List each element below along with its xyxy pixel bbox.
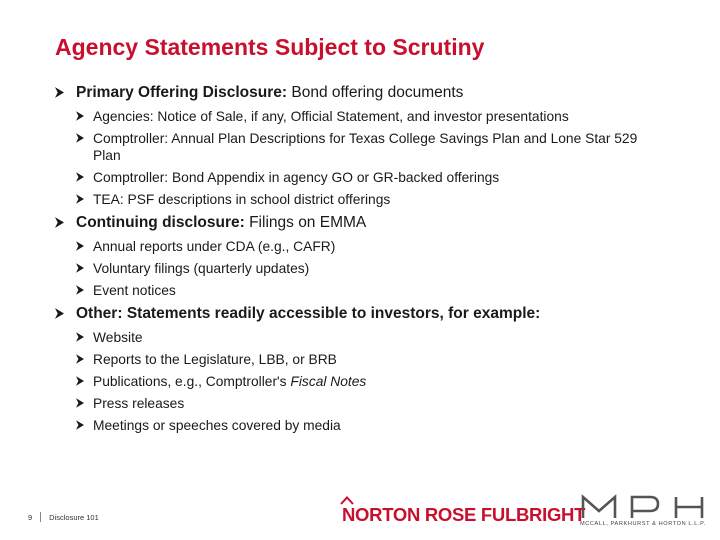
section-description: Statements readily accessible to investors, for example: xyxy=(126,305,541,322)
list-item xyxy=(76,108,675,125)
list-item xyxy=(76,282,675,299)
list-item xyxy=(76,329,675,346)
arrow-bullet-icon xyxy=(76,172,84,182)
footer xyxy=(28,512,99,522)
section-description: Filings on EMMA xyxy=(249,214,367,231)
list-item-text: Comptroller: Bond Appendix in agency GO or GR-backed offerings xyxy=(93,170,500,185)
section-description: Bond offering documents xyxy=(291,84,464,101)
arrow-bullet-icon xyxy=(76,354,84,364)
list-item-text: Website xyxy=(93,330,143,345)
section-primary-offering xyxy=(55,83,675,102)
list-item xyxy=(76,169,675,186)
list-item xyxy=(76,191,675,208)
list-item-text: Agencies: Notice of Sale, if any, Official Statement, and investor presentations xyxy=(93,109,569,124)
footer-divider xyxy=(40,512,41,522)
list-item xyxy=(76,130,675,164)
mph-caption: MCCALL, PARKHURST & HORTON L.L.P. xyxy=(580,521,706,527)
mph-letters-icon xyxy=(580,494,706,520)
list-item-text: Publications, e.g., Comptroller's xyxy=(93,374,291,389)
list-item xyxy=(76,395,675,412)
bullet-content xyxy=(55,83,675,439)
arrow-bullet-icon xyxy=(76,194,84,204)
arrow-bullet-icon xyxy=(76,133,84,143)
arrow-bullet-icon xyxy=(76,398,84,408)
logo-wordmark: NORTON ROSE FULBRIGHT xyxy=(342,504,586,525)
list-item xyxy=(76,417,675,434)
arrow-bullet-icon xyxy=(55,217,64,228)
arrow-bullet-icon xyxy=(76,263,84,273)
arrow-bullet-icon xyxy=(55,308,64,319)
arrow-bullet-icon xyxy=(76,111,84,121)
list-item xyxy=(76,260,675,277)
page-number: 9 xyxy=(28,512,33,522)
section-other xyxy=(55,304,675,323)
list-item xyxy=(76,351,675,368)
arrow-bullet-icon xyxy=(76,332,84,342)
arrow-bullet-icon xyxy=(76,241,84,251)
list-item xyxy=(76,373,675,390)
list-item-text: Press releases xyxy=(93,396,185,411)
arrow-bullet-icon xyxy=(76,285,84,295)
list-item-text: Voluntary filings (quarterly updates) xyxy=(93,261,310,276)
arrow-bullet-icon xyxy=(76,376,84,386)
section-heading: Continuing disclosure: xyxy=(76,214,245,231)
publication-title: Fiscal Notes xyxy=(290,374,367,389)
list-item xyxy=(76,238,675,255)
list-item-text: TEA: PSF descriptions in school district offerings xyxy=(93,192,391,207)
section-heading: Primary Offering Disclosure: xyxy=(76,84,288,101)
list-item-text: Meetings or speeches covered by media xyxy=(93,418,341,433)
footer-label: Disclosure 101 xyxy=(49,512,99,522)
chevron-mark-icon xyxy=(340,492,354,501)
arrow-bullet-icon xyxy=(76,420,84,430)
list-item-text: Reports to the Legislature, LBB, or BRB xyxy=(93,352,337,367)
arrow-bullet-icon xyxy=(55,87,64,98)
section-continuing-disclosure xyxy=(55,213,675,232)
list-item-text: Comptroller: Annual Plan Descriptions for Texas College Savings Plan and Lone Star 529 Plan xyxy=(93,131,638,163)
norton-rose-fulbright-logo xyxy=(340,492,586,526)
list-item-text: Annual reports under CDA (e.g., CAFR) xyxy=(93,239,336,254)
list-item-text: Event notices xyxy=(93,283,176,298)
mph-logo xyxy=(580,494,706,530)
section-heading: Other: xyxy=(76,305,123,322)
page-title: Agency Statements Subject to Scrutiny xyxy=(55,34,485,60)
